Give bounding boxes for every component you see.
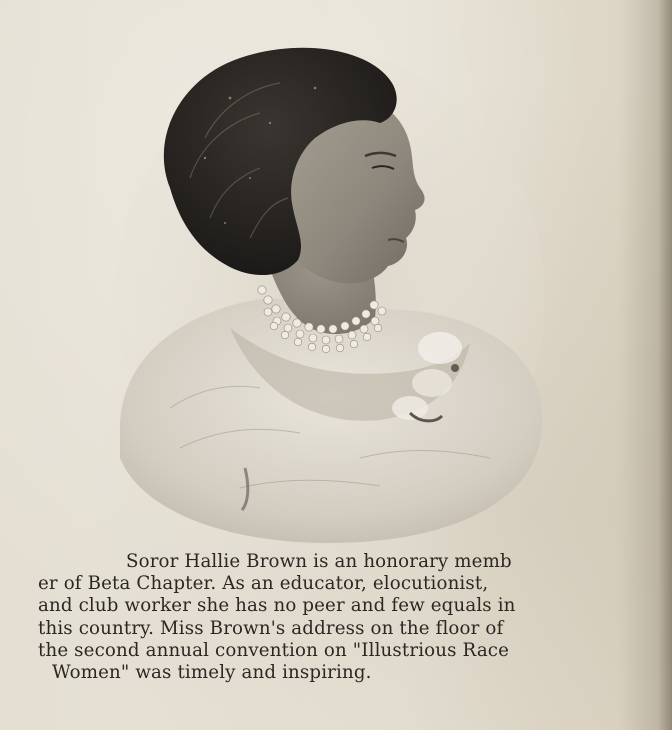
caption-line-2: er of Beta Chapter. As an educator, elocutionist, (38, 573, 489, 595)
caption-line-6: Women" was timely and inspiring. (52, 662, 372, 684)
portrait-photo (110, 28, 550, 548)
caption-line-5: the second annual convention on "Illustrious Race (38, 639, 510, 661)
caption-line-3: and club worker she has no peer and few equals in (38, 595, 516, 617)
page-edge-shadow (658, 0, 672, 730)
caption-line-1: Soror Hallie Brown is an honorary memb (126, 551, 512, 572)
caption-line-4: this country. Miss Brown's address on the floor of (38, 617, 504, 639)
caption-paragraph (38, 551, 638, 684)
dress-shape (120, 299, 542, 543)
